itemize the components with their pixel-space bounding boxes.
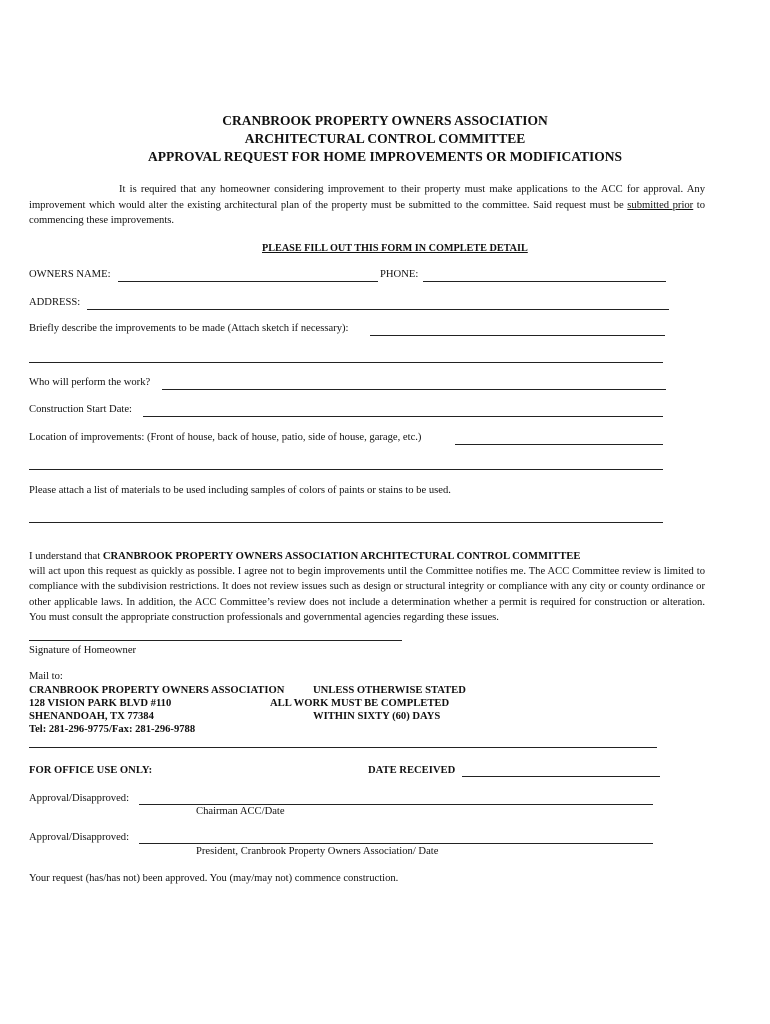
intro-emphasis: submitted prior bbox=[627, 199, 694, 211]
approval-status-text: Your request (has/has not) been approved. You (may/may not) commence construction. bbox=[29, 873, 399, 884]
approval-1-caption: Chairman ACC/Date bbox=[196, 806, 285, 817]
signature-field[interactable] bbox=[29, 640, 402, 641]
form-title-line-3: APPROVAL REQUEST FOR HOME IMPROVEMENTS OR MODIFICATIONS bbox=[147, 149, 623, 164]
start-date-label: Construction Start Date: bbox=[29, 404, 132, 415]
describe-field-line-2[interactable] bbox=[29, 362, 663, 363]
understanding-body: will act upon this request as quickly as possible. I agree not to begin improvements until the Committee notifies me. The ACC Committee review is limited to compliance with the subdivision restrictions. It does not review issues such as design or structural integrity or compliance with any city or county ordinance or other applicable laws. In addition, the ACC Committee’s review does not include a determination whether a permit is required for construction or alteration. You must consult the appropriate construction professionals and governmental agencies regarding these issues. bbox=[29, 566, 705, 623]
approval-2-label: Approval/Disapproved: bbox=[29, 832, 130, 843]
understanding-paragraph bbox=[29, 549, 705, 625]
owners-name-field[interactable] bbox=[118, 281, 378, 282]
phone-label: PHONE: bbox=[380, 269, 419, 280]
office-use-label: FOR OFFICE USE ONLY: bbox=[29, 765, 153, 776]
form-title-line-2: ARCHITECTURAL CONTROL COMMITTEE bbox=[244, 131, 526, 146]
date-received-field[interactable] bbox=[462, 776, 660, 777]
section-divider bbox=[29, 747, 657, 748]
understanding-prefix: I understand that bbox=[29, 551, 103, 562]
intro-text-a: It is required that any homeowner considering improvement to their property must make applications to the ACC for approval. Any improvement which would alter the existing architectural plan of the property must be submitted to the committee. Said request must be bbox=[29, 184, 705, 211]
completion-note-line-3: WITHIN SIXTY (60) DAYS bbox=[313, 711, 441, 722]
materials-label: Please attach a list of materials to be used including samples of colors of paints or stains to be used. bbox=[29, 485, 451, 496]
mail-address-line-1: CRANBROOK PROPERTY OWNERS ASSOCIATION bbox=[29, 685, 285, 696]
phone-field[interactable] bbox=[423, 281, 666, 282]
address-field[interactable] bbox=[87, 309, 669, 310]
intro-paragraph bbox=[29, 182, 705, 229]
location-label: Location of improvements: (Front of house, back of house, patio, side of house, garage, etc.) bbox=[29, 432, 422, 443]
approval-1-label: Approval/Disapproved: bbox=[29, 793, 130, 804]
mail-to-label: Mail to: bbox=[29, 671, 63, 682]
signature-label: Signature of Homeowner bbox=[29, 645, 137, 656]
approval-2-field[interactable] bbox=[139, 843, 653, 844]
owners-name-label: OWNERS NAME: bbox=[29, 269, 111, 280]
describe-field[interactable] bbox=[370, 335, 665, 336]
completion-note-line-1: UNLESS OTHERWISE STATED bbox=[313, 685, 466, 696]
approval-2-caption: President, Cranbrook Property Owners Association/ Date bbox=[196, 846, 439, 857]
location-field-line-2[interactable] bbox=[29, 469, 663, 470]
location-field[interactable] bbox=[455, 444, 663, 445]
understanding-org: CRANBROOK PROPERTY OWNERS ASSOCIATION ARCHITECTURAL CONTROL COMMITTEE bbox=[102, 551, 581, 562]
who-field[interactable] bbox=[162, 389, 666, 390]
form-title-line-1: CRANBROOK PROPERTY OWNERS ASSOCIATION bbox=[222, 113, 548, 128]
date-received-label: DATE RECEIVED bbox=[368, 765, 456, 776]
start-date-field[interactable] bbox=[143, 416, 663, 417]
who-label: Who will perform the work? bbox=[29, 377, 151, 388]
intro-text-b: to commencing these improvements. bbox=[29, 199, 705, 226]
materials-field[interactable] bbox=[29, 522, 663, 523]
describe-label: Briefly describe the improvements to be made (Attach sketch if necessary): bbox=[29, 323, 349, 334]
address-label: ADDRESS: bbox=[29, 297, 81, 308]
completion-note-line-2: ALL WORK MUST BE COMPLETED bbox=[270, 698, 450, 709]
mail-address-line-3: SHENANDOAH, TX 77384 bbox=[29, 711, 154, 722]
approval-1-field[interactable] bbox=[139, 804, 653, 805]
form-instruction: PLEASE FILL OUT THIS FORM IN COMPLETE DETAIL bbox=[262, 243, 528, 254]
mail-contact-line: Tel: 281-296-9775/Fax: 281-296-9788 bbox=[29, 724, 196, 735]
mail-address-line-2: 128 VISION PARK BLVD #110 bbox=[29, 698, 172, 709]
